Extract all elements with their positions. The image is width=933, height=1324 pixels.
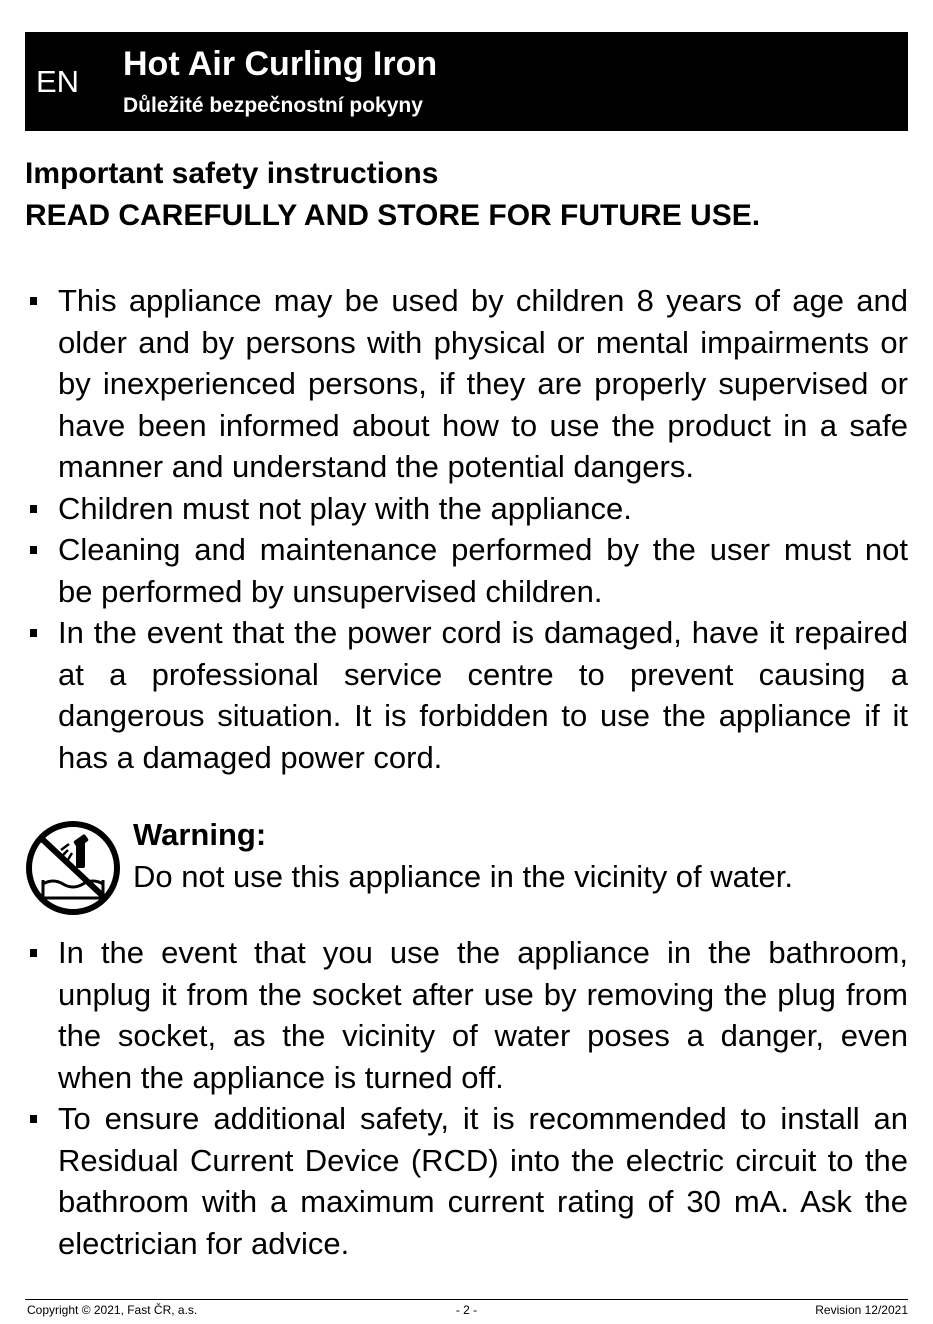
- bullet-icon: [30, 629, 37, 637]
- instruction-item: [25, 932, 908, 1098]
- instruction-item: [25, 1098, 908, 1264]
- instruction-text: This appliance may be used by children 8 years of age and older and by persons with physical or mental impairments or by inexperienced persons, if they are properly supervised or have been informed about how to use the product in a safe manner and understand the potential dangers.: [58, 283, 908, 484]
- instruction-text: To ensure additional safety, it is recommended to install an Residual Current Device (RCD) into the electric circuit to the bathroom with a maximum current rating of 30 mA. Ask the electrician for advice.: [58, 1101, 908, 1261]
- bullet-icon: [30, 505, 37, 513]
- no-water-icon: [25, 820, 121, 916]
- bullet-icon: [30, 1115, 37, 1123]
- bullet-icon: [30, 949, 37, 957]
- warning-block: [25, 812, 908, 917]
- instruction-text: In the event that the power cord is damaged, have it repaired at a professional service centre to prevent causing a dangerous situation. It is forbidden to use the appliance if it has a damaged power cord.: [58, 615, 908, 775]
- instruction-list-2: [25, 932, 908, 1264]
- language-code: EN: [36, 64, 80, 99]
- instruction-item: [25, 280, 908, 488]
- document-title: Hot Air Curling Iron: [123, 45, 438, 83]
- section-heading-line-2: READ CAREFULLY AND STORE FOR FUTURE USE.: [25, 199, 761, 232]
- instruction-text: Cleaning and maintenance performed by the user must not be performed by unsupervised children.: [58, 532, 908, 609]
- instruction-item: [25, 529, 908, 612]
- footer-page-number: - 2 -: [455, 1303, 478, 1317]
- bullet-icon: [30, 297, 37, 305]
- warning-text: Do not use this appliance in the vicinity of water.: [133, 859, 793, 894]
- footer-copyright: Copyright © 2021, Fast ČR, a.s.: [27, 1303, 198, 1317]
- instruction-list-1: [25, 280, 908, 778]
- footer-divider: [25, 1299, 908, 1300]
- bullet-icon: [30, 546, 37, 554]
- instruction-item: [25, 612, 908, 778]
- instruction-text: In the event that you use the appliance in the bathroom, unplug it from the socket after use by removing the plug from the socket, as the vicinity of water poses a danger, even when the appliance is turned off.: [58, 935, 908, 1095]
- warning-title: Warning:: [133, 817, 267, 852]
- instruction-text: Children must not play with the appliance.: [58, 490, 632, 526]
- section-heading-line-1: Important safety instructions: [25, 157, 439, 190]
- footer-revision: Revision 12/2021: [815, 1303, 908, 1317]
- section-heading: [25, 153, 760, 237]
- instruction-item: [25, 488, 908, 530]
- document-subtitle: Důležité bezpečnostní pokyny: [123, 94, 423, 117]
- header-bar: [25, 32, 908, 131]
